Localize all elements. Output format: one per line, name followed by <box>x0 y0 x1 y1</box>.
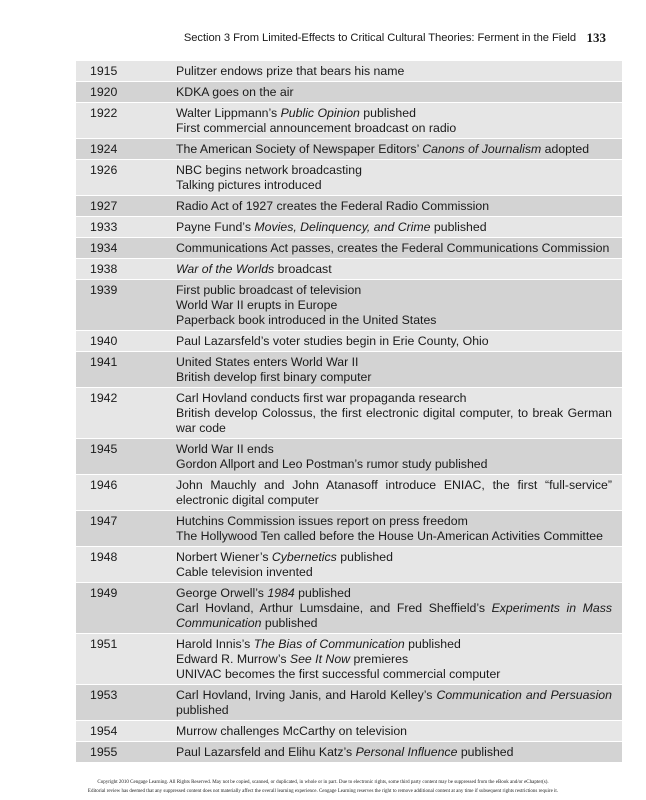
timeline-table <box>76 61 622 763</box>
table-row <box>76 742 622 763</box>
table-row <box>76 259 622 280</box>
italic-title: The Bias of Communication <box>253 637 405 651</box>
table-row <box>76 139 622 160</box>
events-cell <box>176 442 622 472</box>
events-cell <box>176 283 622 328</box>
events-cell <box>176 142 622 157</box>
table-row <box>76 61 622 82</box>
event-text: Paul Lazarsfeld’s voter studies begin in Erie County, Ohio <box>176 334 489 348</box>
italic-title: Public Opinion <box>280 106 360 120</box>
year-cell: 1927 <box>90 199 118 213</box>
event-text: Norbert Wiener’s Cybernetics published <box>176 550 393 564</box>
event-text: Payne Fund’s Movies, Delinquency, and Crime published <box>176 220 487 234</box>
table-row <box>76 685 622 721</box>
events-cell <box>176 106 622 136</box>
table-row <box>76 439 622 475</box>
table-row <box>76 634 622 685</box>
table-row <box>76 331 622 352</box>
year-cell: 1954 <box>90 724 118 738</box>
event-text: Murrow challenges McCarthy on television <box>176 724 408 738</box>
page-header <box>0 28 646 50</box>
event-text: Cable television invented <box>176 565 313 579</box>
event-text: Hutchins Commission issues report on press freedom <box>176 514 468 528</box>
event-text: World War II ends <box>176 442 274 456</box>
table-row <box>76 388 622 439</box>
event-text: John Mauchly and John Atanasoff introduce ENIAC, the first “full-service” electronic digital computer <box>176 478 612 507</box>
event-text: Radio Act of 1927 creates the Federal Radio Commission <box>176 199 490 213</box>
table-row <box>76 238 622 259</box>
table-row <box>76 196 622 217</box>
events-cell <box>176 586 622 631</box>
year-cell: 1933 <box>90 220 118 234</box>
year-cell: 1948 <box>90 550 118 564</box>
event-text: Carl Hovland, Arthur Lumsdaine, and Fred Sheffield’s Experiments in Mass Communication published <box>176 601 612 630</box>
running-head: Section 3 From Limited-Effects to Critical Cultural Theories: Ferment in the Field <box>183 32 576 44</box>
table-row <box>76 82 622 103</box>
table-row <box>76 475 622 511</box>
year-cell: 1920 <box>90 85 118 99</box>
table-row <box>76 103 622 139</box>
event-text: Pulitzer endows prize that bears his name <box>176 64 405 78</box>
events-cell <box>176 478 622 508</box>
year-cell: 1926 <box>90 163 118 177</box>
event-text: World War II erupts in Europe <box>176 298 338 312</box>
italic-title: 1984 <box>267 586 295 600</box>
events-cell <box>176 391 622 436</box>
year-cell: 1942 <box>90 391 118 405</box>
events-cell <box>176 514 622 544</box>
italic-title: Personal Influence <box>355 745 458 759</box>
year-cell: 1946 <box>90 478 118 492</box>
event-text: The American Society of Newspaper Editors’ Canons of Journalism adopted <box>176 142 590 156</box>
event-text: First commercial announcement broadcast on radio <box>176 121 457 135</box>
event-text: Communications Act passes, creates the Federal Communications Commission <box>176 241 610 255</box>
year-cell: 1938 <box>90 262 118 276</box>
italic-title: Cybernetics <box>271 550 337 564</box>
year-cell: 1955 <box>90 745 118 759</box>
italic-title: Communication and Persuasion <box>436 688 612 702</box>
table-row <box>76 583 622 634</box>
year-cell: 1915 <box>90 64 118 78</box>
event-text: Walter Lippmann’s Public Opinion published <box>176 106 416 120</box>
events-cell <box>176 637 622 682</box>
italic-title: Experiments in Mass Communication <box>176 601 612 630</box>
event-text: War of the Worlds broadcast <box>176 262 332 276</box>
year-cell: 1949 <box>90 586 118 600</box>
events-cell <box>176 64 622 79</box>
event-text: George Orwell’s 1984 published <box>176 586 351 600</box>
event-text: Harold Innis’s The Bias of Communication published <box>176 637 461 651</box>
events-cell <box>176 724 622 739</box>
events-cell <box>176 550 622 580</box>
year-cell: 1945 <box>90 442 118 456</box>
year-cell: 1951 <box>90 637 118 651</box>
event-text: Talking pictures introduced <box>176 178 322 192</box>
event-text: Paul Lazarsfeld and Elihu Katz’s Personal Influence published <box>176 745 514 759</box>
year-cell: 1939 <box>90 283 118 297</box>
table-row <box>76 721 622 742</box>
events-cell <box>176 334 622 349</box>
event-text: British develop Colossus, the first electronic digital computer, to break German war code <box>176 406 612 435</box>
events-cell <box>176 745 622 760</box>
year-cell: 1922 <box>90 106 118 120</box>
event-text: Edward R. Murrow’s See It Now premieres <box>176 652 409 666</box>
year-cell: 1953 <box>90 688 118 702</box>
events-cell <box>176 355 622 385</box>
events-cell <box>176 85 622 100</box>
events-cell <box>176 688 622 718</box>
event-text: NBC begins network broadcasting <box>176 163 362 177</box>
event-text: UNIVAC becomes the first successful commercial computer <box>176 667 501 681</box>
event-text: Carl Hovland, Irving Janis, and Harold Kelley’s Communication and Persuasion published <box>176 688 612 717</box>
event-text: Paperback book introduced in the United States <box>176 313 437 327</box>
event-text: British develop first binary computer <box>176 370 372 384</box>
table-row <box>76 352 622 388</box>
page-number: 133 <box>586 30 606 45</box>
italic-title: War of the Worlds <box>176 262 275 276</box>
event-text: KDKA goes on the air <box>176 85 294 99</box>
year-cell: 1941 <box>90 355 118 369</box>
event-text: Gordon Allport and Leo Postman’s rumor study published <box>176 457 488 471</box>
editorial-notice: Editorial review has deemed that any suppressed content does not materially affect the overall learning experience. Cengage Learning reserves the right to remove additional content at any time if subsequent rights restrictions require it. <box>87 789 559 794</box>
italic-title: See It Now <box>289 652 351 666</box>
events-cell <box>176 262 622 277</box>
table-row <box>76 217 622 238</box>
events-cell <box>176 220 622 235</box>
year-cell: 1924 <box>90 142 118 156</box>
italic-title: Movies, Delinquency, and Crime <box>254 220 431 234</box>
year-cell: 1934 <box>90 241 118 255</box>
events-cell <box>176 199 622 214</box>
events-cell <box>176 241 622 256</box>
italic-title: Canons of Journalism <box>422 142 542 156</box>
year-cell: 1940 <box>90 334 118 348</box>
event-text: United States enters World War II <box>176 355 359 369</box>
table-row <box>76 280 622 331</box>
event-text: First public broadcast of television <box>176 283 362 297</box>
year-cell: 1947 <box>90 514 118 528</box>
table-row <box>76 547 622 583</box>
event-text: Carl Hovland conducts first war propaganda research <box>176 391 467 405</box>
copyright-notice: Copyright 2010 Cengage Learning. All Rights Reserved. May not be copied, scanned, or duplicated, in whole or in part. Due to electronic rights, some third party content may be suppressed from the eBook and/or eChapter(s). <box>97 780 549 785</box>
table-row <box>76 160 622 196</box>
event-text: The Hollywood Ten called before the House Un-American Activities Committee <box>176 529 603 543</box>
table-row <box>76 511 622 547</box>
events-cell <box>176 163 622 193</box>
